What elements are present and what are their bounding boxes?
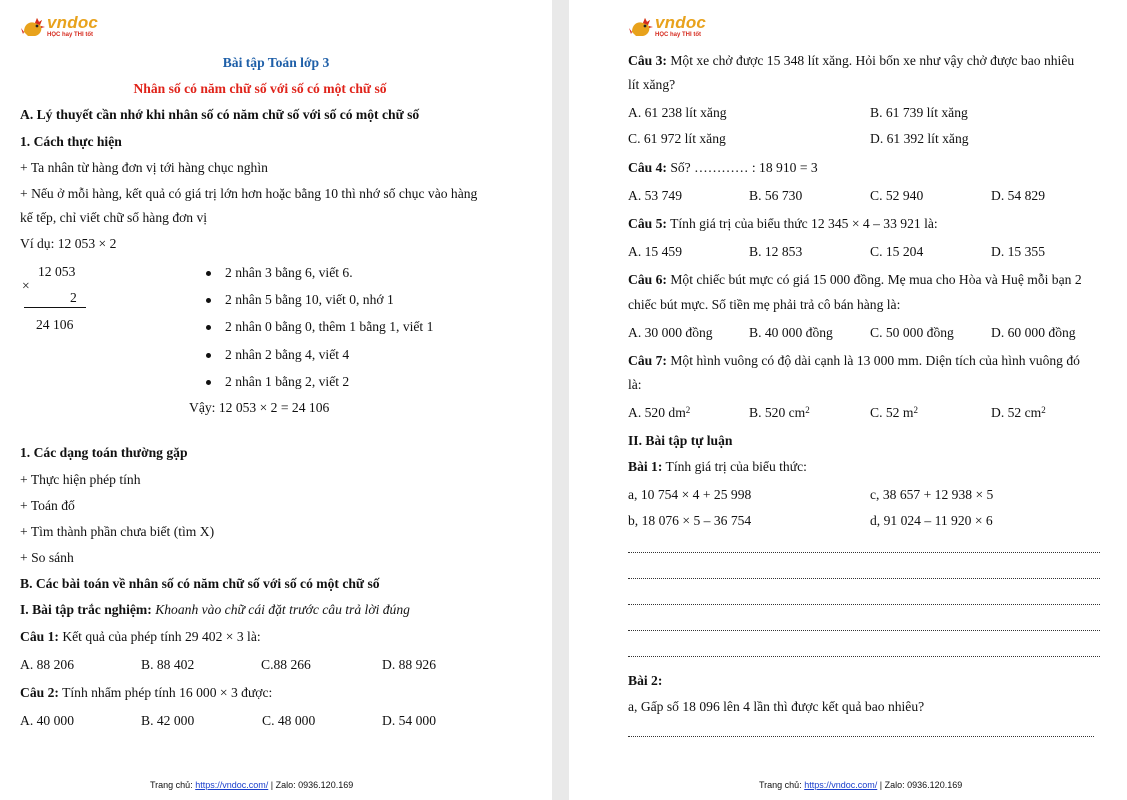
expression-item: b, 18 076 × 5 – 36 754 [628, 513, 752, 528]
bullet-dot [206, 298, 211, 303]
answer-option [749, 405, 810, 421]
answer-option: C. 48 000 [262, 713, 316, 728]
document-title: Bài tập Toán lớp 3 [222, 55, 330, 70]
bullet-dot [206, 325, 211, 330]
calc-rule [24, 307, 86, 308]
question-text: Kết quả của phép tính 29 402 × 3 là: [62, 629, 261, 644]
question-7 [628, 353, 1080, 369]
answer-line [628, 552, 1100, 553]
answer-option: A. 61 238 lít xăng [628, 105, 727, 120]
answer-option: D. 60 000 đồng [991, 325, 1076, 340]
superscript: 2 [805, 405, 810, 415]
option-text: C. 52 m [870, 405, 914, 420]
rooster-icon [628, 14, 654, 40]
question-label: Câu 1: [20, 629, 59, 644]
answer-option: A. 88 206 [20, 657, 74, 672]
method-heading: 1. Cách thực hiện [20, 134, 122, 149]
answer-option: D. 15 355 [991, 244, 1045, 259]
question-text: Tính nhẩm phép tính 16 000 × 3 được: [62, 685, 273, 700]
expression-item: c, 38 657 + 12 938 × 5 [870, 487, 994, 502]
question-label: Câu 6: [628, 272, 667, 287]
answer-line [628, 630, 1100, 631]
page-footer [150, 780, 353, 790]
footer-prefix: Trang chủ: [150, 780, 193, 790]
question-5 [628, 216, 938, 232]
example-line: Ví dụ: 12 053 × 2 [20, 236, 117, 251]
logo-tagline: HỌC hay THI tốt [655, 32, 701, 38]
expression-item: d, 91 024 – 11 920 × 6 [870, 513, 993, 528]
superscript: 2 [913, 405, 918, 415]
answer-option: B. 42 000 [141, 713, 195, 728]
section-b-heading: B. Các bài toán về nhân số có năm chữ số với số có một chữ số [20, 576, 380, 591]
answer-option: B. 12 853 [749, 244, 803, 259]
calc-result: 24 106 [36, 317, 74, 332]
footer-separator: | Zalo: [270, 780, 296, 790]
question-text: Một hình vuông có độ dài cạnh là 13 000 mm. Diện tích của hình vuông đó [670, 353, 1080, 368]
answer-option [628, 405, 690, 421]
answer-option: C. 61 972 lít xăng [628, 131, 726, 146]
question-6 [628, 272, 1082, 288]
answer-option: C. 15 204 [870, 244, 924, 259]
option-text: A. 520 dm [628, 405, 686, 420]
exercise-text: Tính giá trị của biểu thức: [665, 459, 807, 474]
question-text: Một chiếc bút mực có giá 15 000 đồng. Mẹ mua cho Hòa và Huệ mỗi bạn 2 [670, 272, 1082, 287]
exercise-2-label: Bài 2: [628, 673, 663, 688]
question-label: Câu 3: [628, 53, 667, 68]
answer-option: C. 52 940 [870, 188, 924, 203]
question-label: Câu 2: [20, 685, 59, 700]
step-item: 2 nhân 0 bằng 0, thêm 1 bằng 1, viết 1 [225, 319, 434, 334]
page-right [569, 0, 1127, 800]
logo-name: vndoc [655, 13, 707, 32]
question-text-cont: là: [628, 377, 642, 392]
answer-option: A. 15 459 [628, 244, 682, 259]
answer-option [991, 405, 1046, 421]
question-text: Tính giá trị của biểu thức 12 345 × 4 – 33 921 là: [670, 216, 938, 231]
logo-tagline: HỌC hay THI tốt [47, 32, 93, 38]
question-4 [628, 160, 818, 176]
step-item: 2 nhân 3 bằng 6, viết 6. [225, 265, 353, 280]
answer-line [628, 578, 1100, 579]
step-item: 2 nhân 5 bằng 10, viết 0, nhớ 1 [225, 292, 394, 307]
mc-instruction: Khoanh vào chữ cái đặt trước câu trả lời đúng [155, 602, 410, 617]
page-footer [759, 780, 962, 790]
question-text: Một xe chở được 15 348 lít xăng. Hỏi bốn xe như vậy chở được bao nhiêu [670, 53, 1075, 68]
footer-separator: | Zalo: [879, 780, 905, 790]
footer-link[interactable]: https://vndoc.com/ [195, 780, 269, 790]
answer-line [628, 604, 1100, 605]
method-line-2b: kế tếp, chỉ viết chữ số hàng đơn vị [20, 210, 208, 225]
exercise-2a: a, Gấp số 18 096 lên 4 lần thì được kết quả bao nhiêu? [628, 699, 925, 714]
calc-operator: × [22, 278, 30, 293]
vndoc-logo [20, 14, 98, 40]
rooster-icon [20, 14, 46, 40]
exercise-1 [628, 459, 807, 475]
answer-option: B. 88 402 [141, 657, 195, 672]
footer-phone: 0936.120.169 [298, 780, 354, 790]
types-heading: 1. Các dạng toán thường gặp [20, 445, 188, 460]
question-text-cont: lít xăng? [628, 77, 676, 92]
bullet-dot [206, 380, 211, 385]
question-label: Câu 5: [628, 216, 667, 231]
section-a-heading: A. Lý thuyết cần nhớ khi nhân số có năm chữ số với số có một chữ số [20, 107, 420, 122]
question-text: Số? ………… : 18 910 = 3 [670, 160, 818, 175]
footer-link[interactable]: https://vndoc.com/ [804, 780, 878, 790]
question-label: Câu 4: [628, 160, 667, 175]
answer-option: D. 54 000 [382, 713, 436, 728]
calc-multiplier: 2 [70, 290, 77, 305]
answer-option: C. 50 000 đồng [870, 325, 954, 340]
type-item: + So sánh [20, 550, 74, 565]
method-line-2a: + Nếu ở mỗi hàng, kết quả có giá trị lớn hơn hoặc bằng 10 thì nhớ số chục vào hàng [20, 186, 478, 201]
document-subtitle: Nhân số có năm chữ số với số có một chữ số [133, 81, 387, 96]
answer-option: C.88 266 [261, 657, 311, 672]
question-1 [20, 629, 261, 645]
answer-option: B. 40 000 đồng [749, 325, 833, 340]
question-3 [628, 53, 1074, 69]
superscript: 2 [1041, 405, 1046, 415]
answer-option: A. 40 000 [20, 713, 74, 728]
page-left [0, 0, 552, 800]
footer-phone: 0936.120.169 [907, 780, 963, 790]
expression-item: a, 10 754 × 4 + 25 998 [628, 487, 752, 502]
question-text-cont: chiếc bút mực. Số tiền mẹ phải trả cô bán hàng là: [628, 297, 901, 312]
bullet-dot [206, 353, 211, 358]
answer-option: D. 88 926 [382, 657, 436, 672]
mc-heading-line [20, 602, 410, 618]
answer-option: B. 56 730 [749, 188, 803, 203]
logo-name: vndoc [47, 13, 99, 32]
answer-option: A. 30 000 đồng [628, 325, 713, 340]
option-text: D. 52 cm [991, 405, 1042, 420]
method-line-1: + Ta nhân từ hàng đơn vị tới hàng chục nghìn [20, 160, 268, 175]
answer-option [870, 405, 918, 421]
type-item: + Thực hiện phép tính [20, 472, 141, 487]
step-item: 2 nhân 1 bằng 2, viết 2 [225, 374, 350, 389]
essay-heading: II. Bài tập tự luận [628, 433, 733, 448]
type-item: + Toán đố [20, 498, 75, 513]
answer-line [628, 736, 1094, 737]
type-item: + Tìm thành phần chưa biết (tìm X) [20, 524, 215, 539]
step-item: 2 nhân 2 bằng 4, viết 4 [225, 347, 350, 362]
superscript: 2 [685, 405, 691, 415]
answer-option: B. 61 739 lít xăng [870, 105, 968, 120]
answer-option: D. 61 392 lít xăng [870, 131, 969, 146]
question-label: Câu 7: [628, 353, 667, 368]
footer-prefix: Trang chủ: [759, 780, 802, 790]
answer-option: D. 54 829 [991, 188, 1045, 203]
option-text: B. 520 cm [749, 405, 806, 420]
vndoc-logo [628, 14, 706, 40]
calc-top-number: 12 053 [38, 264, 76, 279]
conclusion-line: Vậy: 12 053 × 2 = 24 106 [189, 400, 330, 415]
question-2 [20, 685, 272, 701]
mc-heading: I. Bài tập trắc nghiệm: [20, 602, 152, 617]
answer-option: A. 53 749 [628, 188, 682, 203]
bullet-dot [206, 271, 211, 276]
answer-line [628, 656, 1100, 657]
exercise-label: Bài 1: [628, 459, 663, 474]
